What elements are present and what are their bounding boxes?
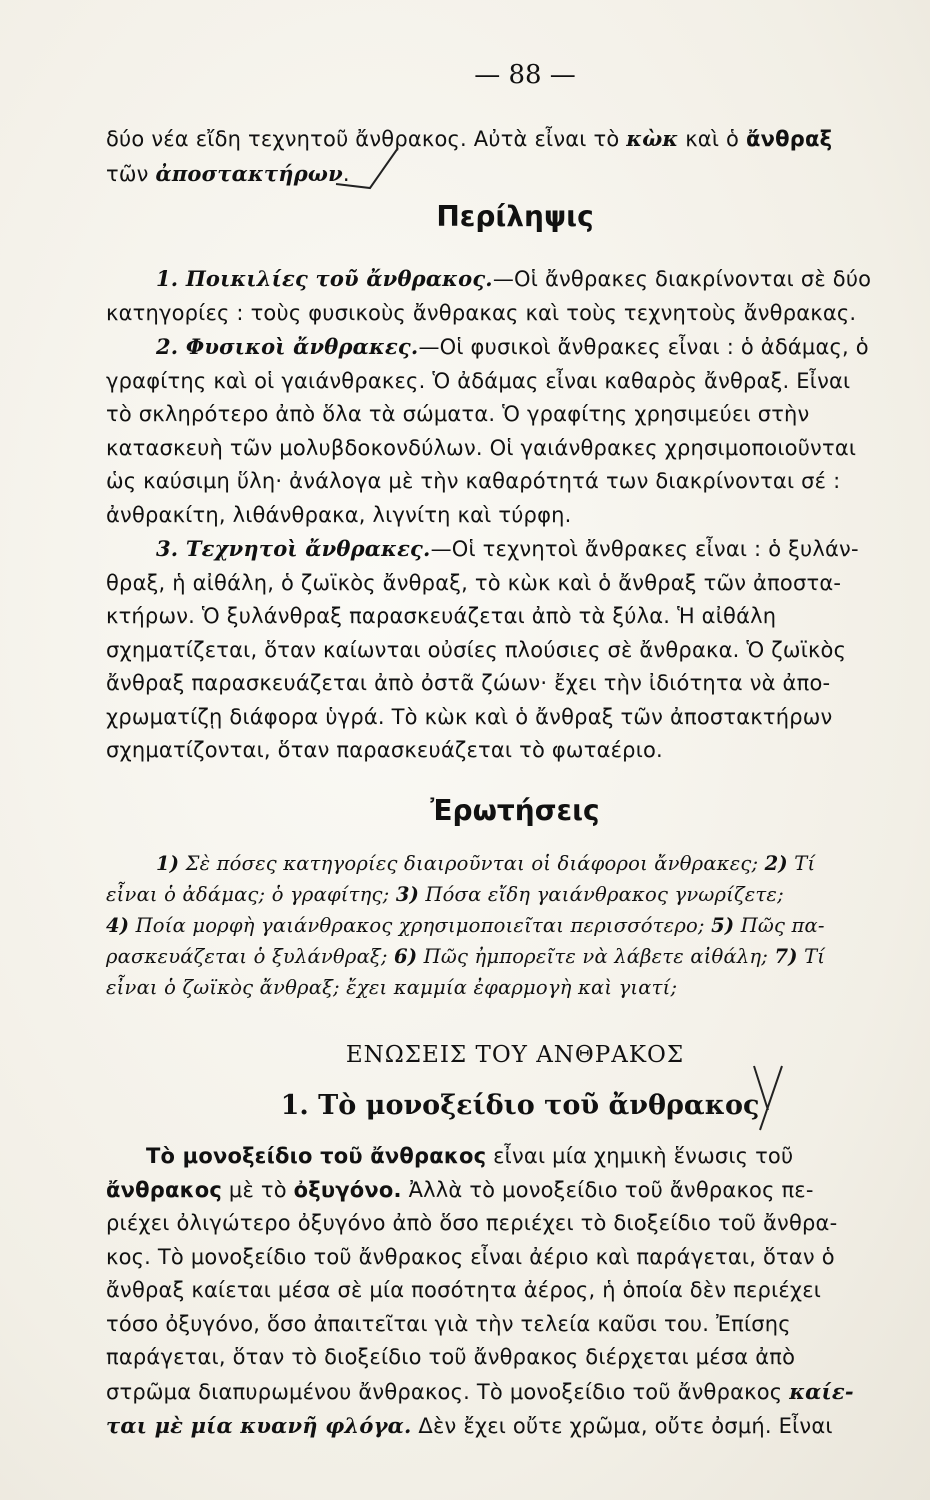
summary-item-1-label: 1. Ποικιλίες τοῦ ἄνθρακος. — [156, 266, 493, 291]
summary-heading: Περίληψις — [436, 200, 594, 233]
question-text: Ποία μορφὴ γαιάνθρακος χρησιμοποιεῖται περισσότερο; — [129, 914, 712, 937]
questions-line-3 — [106, 910, 914, 941]
question-text: Πόσα εἴδη γαιάνθρακος γνωρίζετε; — [419, 883, 784, 906]
summary-item-3-text: —Οἱ τεχνητοὶ ἄνθρακες εἶναι : ὁ ξυλάν- — [430, 537, 859, 561]
section-line-9 — [106, 1409, 914, 1444]
section-line-7: παράγεται, ὅταν τὸ διοξείδιο τοῦ ἄνθρακος διέρχεται μέσα ἀπὸ — [106, 1345, 796, 1369]
section-text: Ἀλλὰ τὸ μονοξείδιο τοῦ ἄνθρακος πε- — [401, 1177, 814, 1202]
section-paragraph — [106, 1140, 914, 1444]
section-line-5: ἄνθραξ καίεται μέσα σὲ μία ποσότητα ἀέρος, ἡ ὁποία δὲν περιέχει — [106, 1278, 822, 1302]
summary-item-3-line-7: σχηματίζονται, ὅταν παρασκευάζεται τὸ φωταέριο. — [106, 738, 663, 762]
summary-item-2-line-3: τὸ σκληρότερο ἀπὸ ὅλα τὰ σώματα. Ὁ γραφίτης χρησιμεύει στὴν — [106, 402, 810, 426]
page-number: — 88 — — [474, 60, 576, 90]
question-number: 7) — [774, 945, 798, 968]
question-text: εἶναι ὁ ζωϊκὸς ἄνθραξ; ἔχει καμμία ἐφαρμογὴ καὶ γιατί; — [106, 976, 678, 999]
questions-line-5 — [106, 972, 914, 1003]
question-text: ρασκευάζεται ὁ ξυλάνθραξ; — [106, 945, 395, 968]
question-text: Πῶς ἠμπορεῖτε νὰ λάβετε αἰθάλη; — [417, 945, 775, 968]
summary-item-3-label: 3. Τεχνητοὶ ἄνθρακες. — [156, 536, 431, 561]
summary-item-2-line-2: γραφίτης καὶ οἱ γαιάνθρακες. Ὁ ἀδάμας εἶναι καθαρὸς ἄνθραξ. Εἶναι — [106, 368, 851, 393]
question-text: εἶναι ὁ ἀδάμας; ὁ γραφίτης; — [106, 883, 396, 906]
term-retorts: ἀποστακτήρων — [155, 160, 343, 186]
section-line-4: κος. Τὸ μονοξείδιο τοῦ ἄνθρακος εἶναι ἀέριο καὶ παράγεται, ὅταν ὁ — [106, 1244, 835, 1269]
intro-paragraph — [106, 122, 914, 191]
summary-item-3-line-4: σχηματίζεται, ὅταν καίωνται οὐσίες πλούσιες σὲ ἄνθρακα. Ὁ ζωϊκὸς — [106, 637, 847, 662]
summary-item-3-line-5: ἄνθραξ παρασκευάζεται ἀπὸ ὀστᾶ ζώων· ἔχει τὴν ἰδιότητα νὰ ἀπο- — [106, 671, 831, 695]
questions-body — [106, 848, 914, 1003]
section-text: στρῶμα διαπυρωμένου ἄνθρακος. Τὸ μονοξείδιο τοῦ ἄνθρακος — [106, 1379, 790, 1404]
intro-text: δύο νέα εἴδη τεχνητοῦ ἄνθρακος. Αὐτὰ εἶναι τὸ — [106, 127, 620, 151]
questions-line-2 — [106, 879, 914, 910]
term-oxygen: ὀξυγόνο. — [293, 1177, 402, 1202]
question-number: 5) — [711, 914, 735, 937]
chapter-heading: ΕΝΩΣΕΙΣ ΤΟΥ ΑΝΘΡΑΚΟΣ — [345, 1042, 685, 1068]
intro-period: . — [342, 161, 350, 186]
question-number: 2) — [764, 852, 788, 875]
question-text: Τί — [787, 852, 816, 875]
handwritten-x-mark — [738, 1058, 798, 1136]
section-text: μὲ τὸ — [222, 1177, 294, 1202]
question-text: Σὲ πόσες κατηγορίες διαιροῦνται οἱ διάφοροι ἄνθρακες; — [179, 852, 765, 875]
section-text: εἶναι μία χημικὴ ἕνωσις τοῦ — [486, 1144, 794, 1168]
summary-item-1-line-1 — [106, 262, 914, 297]
term-carbon: ἄνθραξ — [745, 127, 833, 151]
term-carbon: ἄνθρακος — [106, 1177, 223, 1202]
section-text: Δὲν ἔχει οὔτε χρῶμα, οὔτε ὀσμή. Εἶναι — [411, 1414, 833, 1438]
section-line-8 — [106, 1375, 914, 1410]
section-line-3: ριέχει ὀλιγώτερο ὀξυγόνο ἀπὸ ὅσο περιέχει τὸ διοξείδιο τοῦ ἄνθρα- — [106, 1211, 838, 1235]
summary-item-3-line-1 — [106, 532, 914, 567]
questions-line-4 — [106, 941, 914, 972]
intro-line-1 — [106, 122, 914, 157]
summary-item-2-line-4: κατασκευὴ τῶν μολυβδοκονδύλων. Οἱ γαιάνθρακες χρησιμοποιοῦνται — [106, 435, 857, 460]
summary-item-1-text: —Οἱ ἄνθρακες διακρίνονται σὲ δύο — [492, 267, 872, 291]
summary-item-2-label: 2. Φυσικοὶ ἄνθρακες. — [156, 334, 419, 359]
summary-item-2-text: —Οἱ φυσικοὶ ἄνθρακες εἶναι : ὁ ἀδάμας, ὁ — [418, 335, 869, 359]
question-number: 4) — [106, 914, 130, 937]
question-number: 1) — [156, 852, 180, 875]
summary-item-1-line-2: κατηγορίες : τοὺς φυσικοὺς ἄνθρακας καὶ τοὺς τεχνητοὺς ἄνθρακας. — [106, 300, 857, 325]
intro-text-2: τῶν — [106, 161, 149, 186]
question-text: Πῶς πα- — [734, 914, 825, 937]
term-carbon-monoxide: Τὸ μονοξείδιο τοῦ ἄνθρακος — [146, 1144, 487, 1168]
term-burns: καίε- — [789, 1378, 854, 1404]
summary-item-3-line-2: θραξ, ἡ αἰθάλη, ὁ ζωϊκὸς ἄνθραξ, τὸ κὼκ καὶ ὁ ἄνθραξ τῶν ἀποστα- — [106, 570, 842, 595]
summary-body — [106, 262, 914, 768]
questions-line-1 — [106, 848, 914, 879]
summary-item-3-line-3: κτήρων. Ὁ ξυλάνθραξ παρασκευάζεται ἀπὸ τὰ ξύλα. Ἡ αἰθάλη — [106, 604, 777, 628]
summary-item-2-line-6: ἀνθρακίτη, λιθάνθρακα, λιγνίτη καὶ τύρφη. — [106, 502, 572, 527]
term-blue-flame: ται μὲ μία κυανῆ φλόγα. — [106, 1413, 412, 1438]
summary-item-2-line-1 — [106, 330, 914, 365]
question-number: 6) — [394, 945, 418, 968]
term-coke: κὼκ — [626, 126, 679, 151]
intro-line-2 — [106, 157, 914, 192]
section-line-2 — [106, 1174, 914, 1208]
section-line-1 — [106, 1140, 914, 1174]
section-title: 1. Τὸ μονοξείδιο τοῦ ἄνθρακος — [280, 1090, 760, 1121]
question-number: 3) — [395, 883, 420, 906]
intro-text-mid: καὶ ὁ — [685, 127, 740, 151]
questions-heading: Ἐρωτήσεις — [430, 794, 600, 827]
question-text: Τί — [797, 945, 826, 968]
section-line-6: τόσο ὀξυγόνο, ὅσο ἀπαιτεῖται γιὰ τὴν τελεία καῦσι του. Ἐπίσης — [106, 1311, 791, 1336]
handwritten-bracket-mark — [330, 140, 410, 200]
summary-item-3-line-6: χρωματίζῃ διάφορα ὑγρά. Τὸ κὼκ καὶ ὁ ἄνθραξ τῶν ἀποστακτήρων — [106, 704, 833, 729]
summary-item-2-line-5: ὡς καύσιμη ὕλη· ἀνάλογα μὲ τὴν καθαρότητά των διακρίνονται σέ : — [106, 469, 841, 493]
